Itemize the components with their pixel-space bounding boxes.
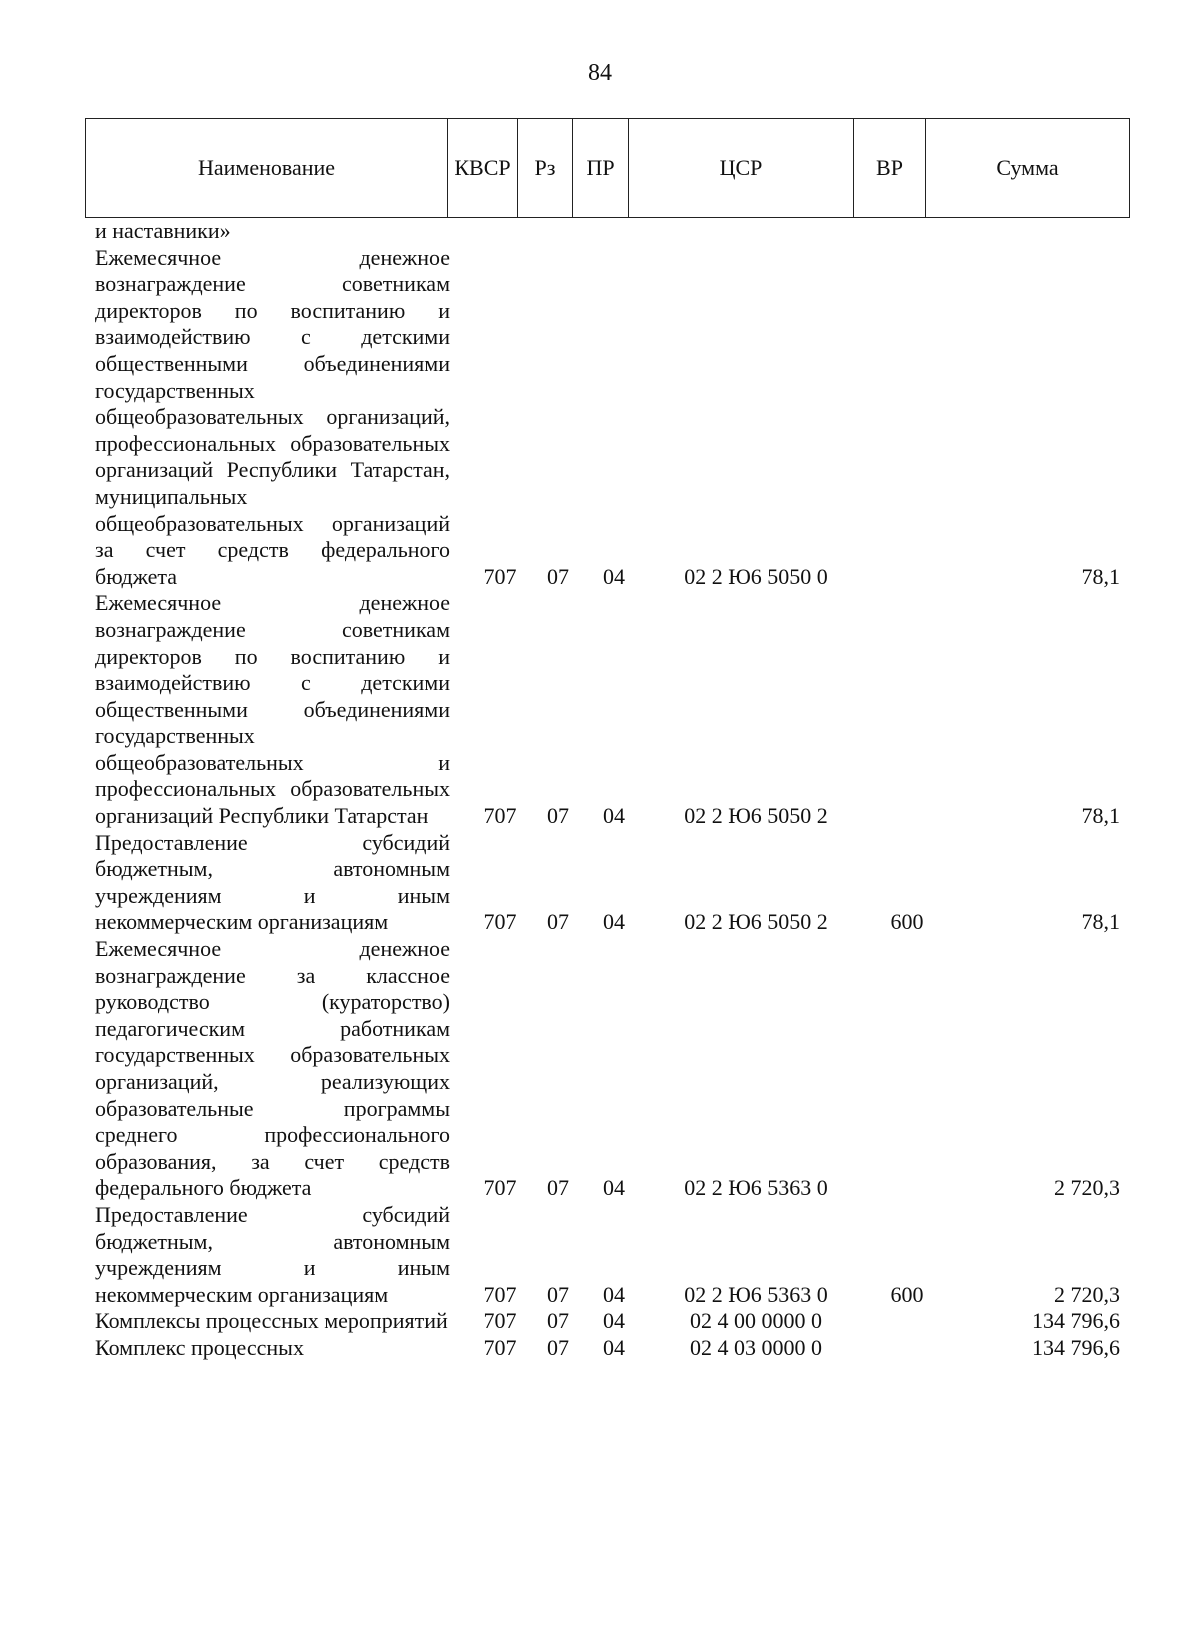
- row-pr: 04: [603, 1334, 625, 1360]
- row-sum: 134 796,6: [1032, 1308, 1120, 1334]
- row-rz: 07: [547, 1281, 569, 1307]
- row-vr: 600: [890, 1281, 924, 1307]
- row-pr: 04: [603, 1281, 625, 1307]
- row-rz: 07: [547, 1334, 569, 1360]
- table-row: [0, 590, 1200, 829]
- header-pr: ПР: [573, 119, 629, 218]
- row-name: Ежемесячное денежное вознаграждение за классное руководство (кураторство) педагогическим работникам государственных образовательных организаций, реализующих образовательные программы среднего профессионального образования, за счет средств федерального бюджета: [95, 936, 450, 1201]
- header-sum: Сумма: [926, 119, 1130, 218]
- header-csr: ЦСР: [629, 119, 854, 218]
- row-pr: 04: [603, 909, 625, 935]
- row-rz: 07: [547, 563, 569, 589]
- table-row: [0, 1308, 1200, 1335]
- table-row: [0, 936, 1200, 1202]
- row-rz: 07: [547, 1308, 569, 1334]
- table-row: [0, 1335, 1200, 1362]
- row-rz: 07: [547, 803, 569, 829]
- table-header: [85, 118, 1130, 218]
- row-sum: 2 720,3: [1054, 1281, 1120, 1307]
- row-name: Комплексы процессных мероприятий: [95, 1308, 448, 1334]
- row-kvsr: 707: [483, 563, 517, 589]
- row-name: Предоставление субсидий бюджетным, автономным учреждениям и иным некоммерческим организациям: [95, 1201, 450, 1307]
- row-name: Комплекс процессных: [95, 1334, 304, 1360]
- row-sum: 78,1: [1081, 803, 1120, 829]
- row-pr: 04: [603, 1175, 625, 1201]
- row-csr: 02 4 03 0000 0: [690, 1334, 822, 1360]
- row-csr: 02 2 Ю6 5050 2: [684, 909, 828, 935]
- table-row: [0, 830, 1200, 936]
- row-kvsr: 707: [483, 1308, 517, 1334]
- header-rz: Рз: [518, 119, 573, 218]
- row-sum: 78,1: [1081, 909, 1120, 935]
- row-sum: 134 796,6: [1032, 1334, 1120, 1360]
- row-csr: 02 2 Ю6 5363 0: [684, 1175, 828, 1201]
- row-csr: 02 2 Ю6 5050 2: [684, 803, 828, 829]
- row-pr: 04: [603, 1308, 625, 1334]
- row-name: и наставники»: [95, 218, 231, 243]
- table-row: [0, 1202, 1200, 1308]
- page-number: 84: [588, 60, 612, 86]
- table-row: [0, 245, 1200, 591]
- row-name: Ежемесячное денежное вознаграждение советникам директоров по воспитанию и взаимодействию с детскими общественными объединениями государственных общеобразовательных организаций, профессиональных образовательных организаций Республики Татарстан, муниципальных общеобразовательных организаций за счет средств федерального бюджета: [95, 244, 450, 589]
- table-row: [0, 218, 1200, 245]
- row-sum: 2 720,3: [1054, 1175, 1120, 1201]
- row-name: Ежемесячное денежное вознаграждение советникам директоров по воспитанию и взаимодействию с детскими общественными объединениями государственных общеобразовательных и профессиональных образовательных организаций Республики Татарстан: [95, 590, 450, 829]
- row-pr: 04: [603, 803, 625, 829]
- row-csr: 02 2 Ю6 5050 0: [684, 563, 828, 589]
- row-rz: 07: [547, 909, 569, 935]
- header-name: Наименование: [86, 119, 448, 218]
- row-rz: 07: [547, 1175, 569, 1201]
- row-sum: 78,1: [1081, 563, 1120, 589]
- header-vr: ВР: [854, 119, 926, 218]
- header-kvsr: КВСР: [448, 119, 518, 218]
- row-kvsr: 707: [483, 803, 517, 829]
- row-csr: 02 4 00 0000 0: [690, 1308, 822, 1334]
- row-name: Предоставление субсидий бюджетным, автономным учреждениям и иным некоммерческим организациям: [95, 829, 450, 935]
- row-vr: 600: [890, 909, 924, 935]
- row-pr: 04: [603, 563, 625, 589]
- row-kvsr: 707: [483, 1334, 517, 1360]
- row-kvsr: 707: [483, 1175, 517, 1201]
- row-csr: 02 2 Ю6 5363 0: [684, 1281, 828, 1307]
- row-kvsr: 707: [483, 1281, 517, 1307]
- table-body: [0, 218, 1200, 1362]
- row-kvsr: 707: [483, 909, 517, 935]
